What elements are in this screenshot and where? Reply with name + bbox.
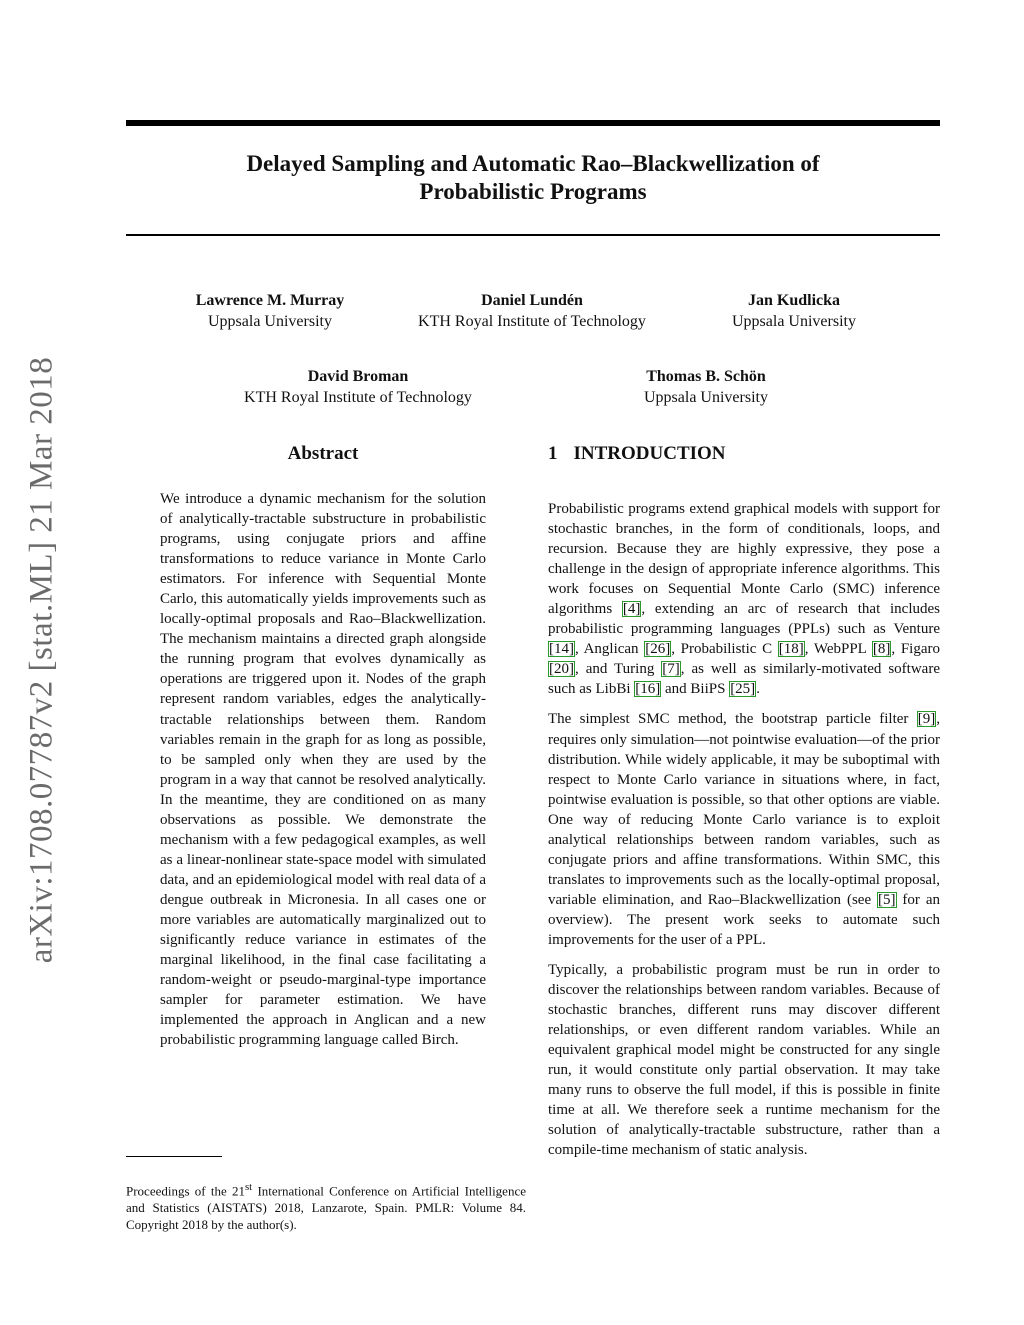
paragraph-text: , requires only simulation—not pointwise evaluation—of the prior distribution. While widely applicable, it may be suboptimal with respect to Monte Carlo variance in situations where, in fact, pointwise evaluation is possible, so that other options are viable. One way of reducing Monte Carlo variance is to exploit analytical relationships between random variables, such as conjugate priors and affine transformations. Within SMC, this translates to improvements such as the locally-optimal proposal, variable elimination, and Rao–Blackwellization (see	[548, 711, 940, 908]
author-affiliation: KTH Royal Institute of Technology	[244, 389, 472, 406]
abstract-body: We introduce a dynamic mechanism for the solution of analytically-tractable substructure in probabilistic programs, using conjugate priors and affine transformations to reduce variance in Monte Carlo estimators. For inference with Sequential Monte Carlo, this automatically yields improvements such as locally-optimal proposals and Rao–Blackwellization. The mechanism maintains a directed graph alongside the running program that evolves dynamically as operations are triggered upon it. Nodes of the graph represent random variables, edges the analytically-tractable relationships between them. Random variables remain in the graph for as long as possible, to be sampled only when they are used by the program in a way that cannot be resolved analytically. In the meantime, they are conditioned on as many observations as possible. We demonstrate the mechanism with a few pedagogical examples, as well as a linear-nonlinear state-space model with simulated data, and an epidemiological model with real data of a dengue outbreak in Micronesia. In all cases one or more variables are automatically marginalized out to significantly reduce variance in estimates of the marginal likelihood, in the final case facilitating a random-weight or pseudo-marginal-type importance sampler for parameter estimation. We have implemented the approach in Anglican and a new probabilistic programming language called Birch.	[160, 491, 486, 1049]
paragraph-text: , and Turing	[575, 661, 662, 678]
title-top-rule	[126, 120, 940, 126]
title-line-2: Probabilistic Programs	[419, 179, 647, 204]
author-affiliation: Uppsala University	[644, 389, 768, 406]
citation-link[interactable]: [5]	[878, 891, 896, 908]
section-title: INTRODUCTION	[573, 443, 726, 464]
author-name: Daniel Lundén	[481, 292, 583, 309]
author-block	[392, 290, 672, 332]
author-name: Lawrence M. Murray	[195, 292, 345, 309]
intro-paragraph-2	[548, 709, 940, 950]
paragraph-text: The simplest SMC method, the bootstrap particle filter	[548, 711, 917, 728]
footnote-superscript: st	[244, 1181, 253, 1193]
author-affiliation: Uppsala University	[732, 313, 856, 330]
citation-link[interactable]: [8]	[872, 641, 891, 658]
citation-link[interactable]: [14]	[549, 641, 574, 658]
paper-title	[126, 150, 940, 206]
intro-paragraph-3: Typically, a probabilistic program must be run in order to discover the relationships between random variables. Because of stochastic branches, different runs may discover different relationships, or even different random variables. While an equivalent graphical model might be constructed for any single run, it would constitute only partial observation. It may take many runs to observe the full model, if this is possible in finite time at all. We therefore seek a runtime mechanism for the solution of analytically-tractable substructure, rather than a compile-time mechanism of static analysis.	[548, 962, 940, 1159]
proceedings-footnote	[126, 1179, 526, 1233]
citation-link[interactable]: [16]	[635, 681, 661, 698]
paragraph-text: and BiiPS	[661, 681, 730, 698]
section-heading-introduction	[548, 443, 726, 465]
citation-link[interactable]: [25]	[730, 681, 756, 698]
paragraph-text: , as well as similarly-motivated software such as LibBi	[548, 661, 940, 698]
author-block	[160, 290, 380, 332]
paragraph-text: , extending an arc of research that includes probabilistic programming languages (PPLs) such as Venture	[548, 601, 940, 638]
paragraph-text: , Anglican	[575, 641, 645, 658]
citation-link[interactable]: [7]	[662, 661, 680, 678]
paragraph-text: , Figaro	[891, 641, 940, 658]
author-name: David Broman	[307, 368, 409, 385]
abstract-heading: Abstract	[287, 443, 359, 464]
paragraph-text: for an overview). The present work seeks to automate such improvements for the user of a PPL.	[548, 891, 940, 948]
intro-paragraph-1	[548, 499, 940, 699]
citation-link[interactable]: [18]	[778, 641, 804, 658]
paragraph-text: , Probabilistic C	[671, 641, 778, 658]
author-block	[590, 366, 822, 408]
citation-link[interactable]: [9]	[917, 711, 936, 728]
paragraph-text: .	[756, 681, 760, 698]
introduction-body	[548, 499, 940, 1171]
footnote-rule	[126, 1156, 222, 1157]
author-block	[700, 290, 888, 332]
citation-link[interactable]: [4]	[622, 601, 641, 618]
title-bottom-rule	[126, 234, 940, 236]
author-name: Thomas B. Schön	[646, 368, 766, 385]
paragraph-text: Probabilistic programs extend graphical models with support for stochastic branches, in the form of conditionals, loops, and recursion. Because they are highly expressive, they pose a challenge in the design of appropriate inference algorithms. This work focuses on Sequential Monte Carlo (SMC) inference algorithms	[548, 501, 940, 618]
arxiv-identifier: arXiv:1708.07787v2 [stat.ML] 21 Mar 2018	[23, 356, 60, 964]
title-line-1: Delayed Sampling and Automatic Rao–Blackwellization of	[246, 151, 820, 176]
citation-link[interactable]: [26]	[645, 641, 671, 658]
paragraph-text: , WebPPL	[804, 641, 872, 658]
section-number: 1	[548, 443, 558, 464]
author-name: Jan Kudlicka	[747, 292, 841, 309]
footnote-text: International Conference on Artificial Intelligence and Statistics (AISTATS) 2018, Lanzarote, Spain. PMLR: Volume 84. Copyright 2018 by the author(s).	[126, 1183, 526, 1233]
author-block	[200, 366, 516, 408]
author-affiliation: Uppsala University	[208, 313, 332, 330]
citation-link[interactable]: [20]	[549, 661, 574, 678]
author-affiliation: KTH Royal Institute of Technology	[418, 313, 646, 330]
footnote-text: Proceedings of the 21	[126, 1183, 245, 1199]
